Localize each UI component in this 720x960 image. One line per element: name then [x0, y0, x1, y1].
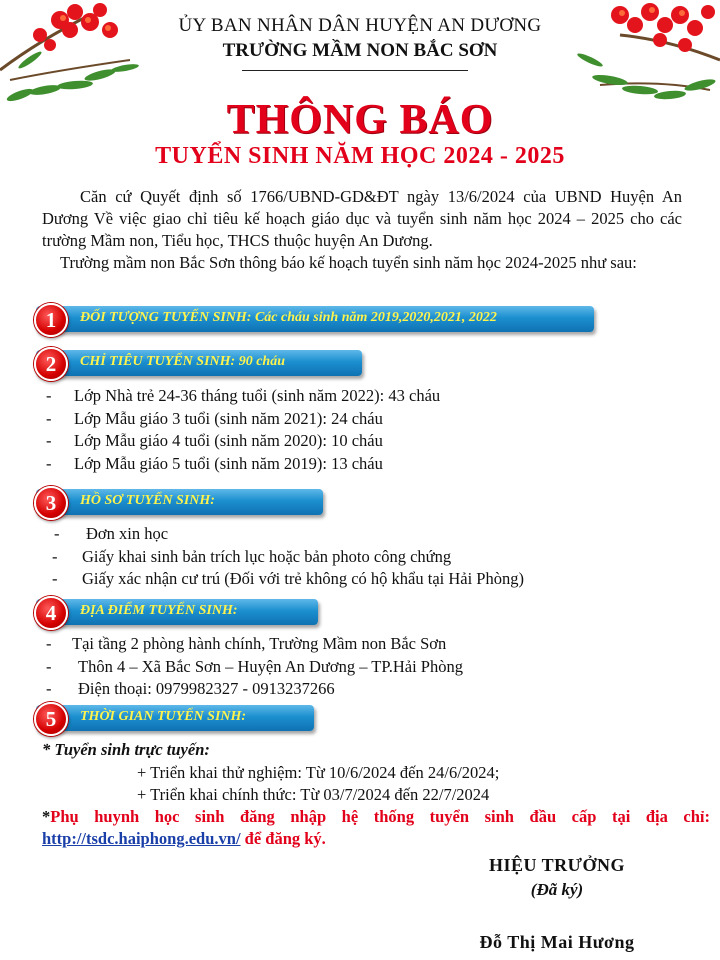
intro-paragraph-2: Trường mầm non Bắc Sơn thông báo kế hoạch tuyển sinh năm học 2024-2025 như sau:: [60, 253, 637, 272]
online-enrollment-title: * Tuyển sinh trực tuyến:: [42, 740, 210, 759]
documents-list: [52, 523, 524, 591]
trial-period: + Triển khai thử nghiệm: Từ 10/6/2024 đến 24/6/2024;: [137, 763, 500, 782]
section-2-title: CHỈ TIÊU TUYỂN SINH: 90 cháu: [80, 354, 285, 369]
signature-role: HIỆU TRƯỞNG: [488, 855, 626, 875]
header-school: TRƯỜNG MẦM NON BẮC SƠN: [222, 40, 498, 61]
official-period: + Triển khai chính thức: Từ 03/7/2024 đến 22/7/2024: [137, 785, 490, 804]
section-1-bar: [36, 306, 594, 332]
page-subtitle: TUYỂN SINH NĂM HỌC 2024 - 2025: [155, 143, 565, 169]
header-authority: ỦY BAN NHÂN DÂN HUYỆN AN DƯƠNG: [178, 15, 542, 36]
section-2-bar: [36, 350, 362, 376]
section-3-title: HỒ SƠ TUYỂN SINH:: [80, 493, 215, 508]
page-title: THÔNG BÁO: [226, 97, 494, 143]
notice-text: Phụ huynh học sinh đăng nhập hệ thống tuyển sinh đầu cấp tại địa chỉ:: [50, 807, 710, 826]
list-item: - Tại tầng 2 phòng hành chính, Trường Mầm non Bắc Sơn: [46, 634, 447, 653]
section-2-badge: 2: [34, 347, 68, 381]
signature-name: Đỗ Thị Mai Hương: [479, 932, 635, 952]
list-item: - Lớp Mẫu giáo 5 tuổi (sinh năm 2019): 13 cháu: [46, 453, 383, 473]
registration-link[interactable]: http://tsdc.haiphong.edu.vn/: [42, 829, 241, 848]
list-item: - Lớp Nhà trẻ 24-36 tháng tuổi (sinh năm 2022): 43 cháu: [46, 386, 441, 405]
section-5-bar: [36, 705, 314, 731]
section-3-bar: [36, 489, 323, 515]
section-1-title: ĐỐI TƯỢNG TUYỂN SINH: Các cháu sinh năm 2019,2020,2021, 2022: [80, 310, 497, 325]
list-item: - Thôn 4 – Xã Bắc Sơn – Huyện An Dương – TP.Hải Phòng: [46, 656, 463, 676]
list-item: - Lớp Mẫu giáo 4 tuổi (sinh năm 2020): 10 cháu: [46, 431, 383, 450]
notice-star: *: [42, 807, 51, 826]
section-1-detail: Các cháu sinh năm 2019,2020,2021, 2022: [254, 310, 497, 325]
signature-status: (Đã ký): [530, 880, 584, 899]
section-2-detail: 90 cháu: [238, 354, 285, 369]
list-item: - Giấy khai sinh bản trích lục hoặc bản photo công chứng: [52, 546, 452, 566]
registration-notice: [42, 806, 710, 850]
section-1-badge: 1: [34, 303, 68, 337]
section-5-badge: 5: [34, 702, 68, 736]
list-item: - Giấy xác nhận cư trú (Đối với trẻ không có hộ khẩu tại Hải Phòng): [52, 569, 524, 588]
section-3-badge: 3: [34, 486, 68, 520]
header-divider: [242, 70, 468, 71]
list-item: - Điện thoại: 0979982327 - 0913237266: [46, 679, 335, 698]
intro-paragraph-1: Căn cứ Quyết định số 1766/UBND-GD&ĐT ngày 13/6/2024 của UBND Huyện An Dương Về việc giao chỉ tiêu kế hoạch giáo dục và tuyển sinh năm học 2024 – 2025 cho các trường Mầm non, Tiểu học, THCS thuộc huyện An Dương.: [42, 187, 682, 250]
quota-list: [46, 385, 440, 475]
section-4-bar: [36, 599, 318, 625]
notice-suffix: để đăng ký.: [240, 829, 326, 848]
section-4-title: ĐỊA ĐIỂM TUYỂN SINH:: [80, 603, 238, 618]
location-list: [46, 633, 463, 701]
list-item: - Đơn xin học: [54, 524, 169, 543]
section-5-title: THỜI GIAN TUYỂN SINH:: [80, 709, 247, 724]
list-item: - Lớp Mẫu giáo 3 tuổi (sinh năm 2021): 24 cháu: [46, 408, 383, 428]
section-4-badge: 4: [34, 596, 68, 630]
